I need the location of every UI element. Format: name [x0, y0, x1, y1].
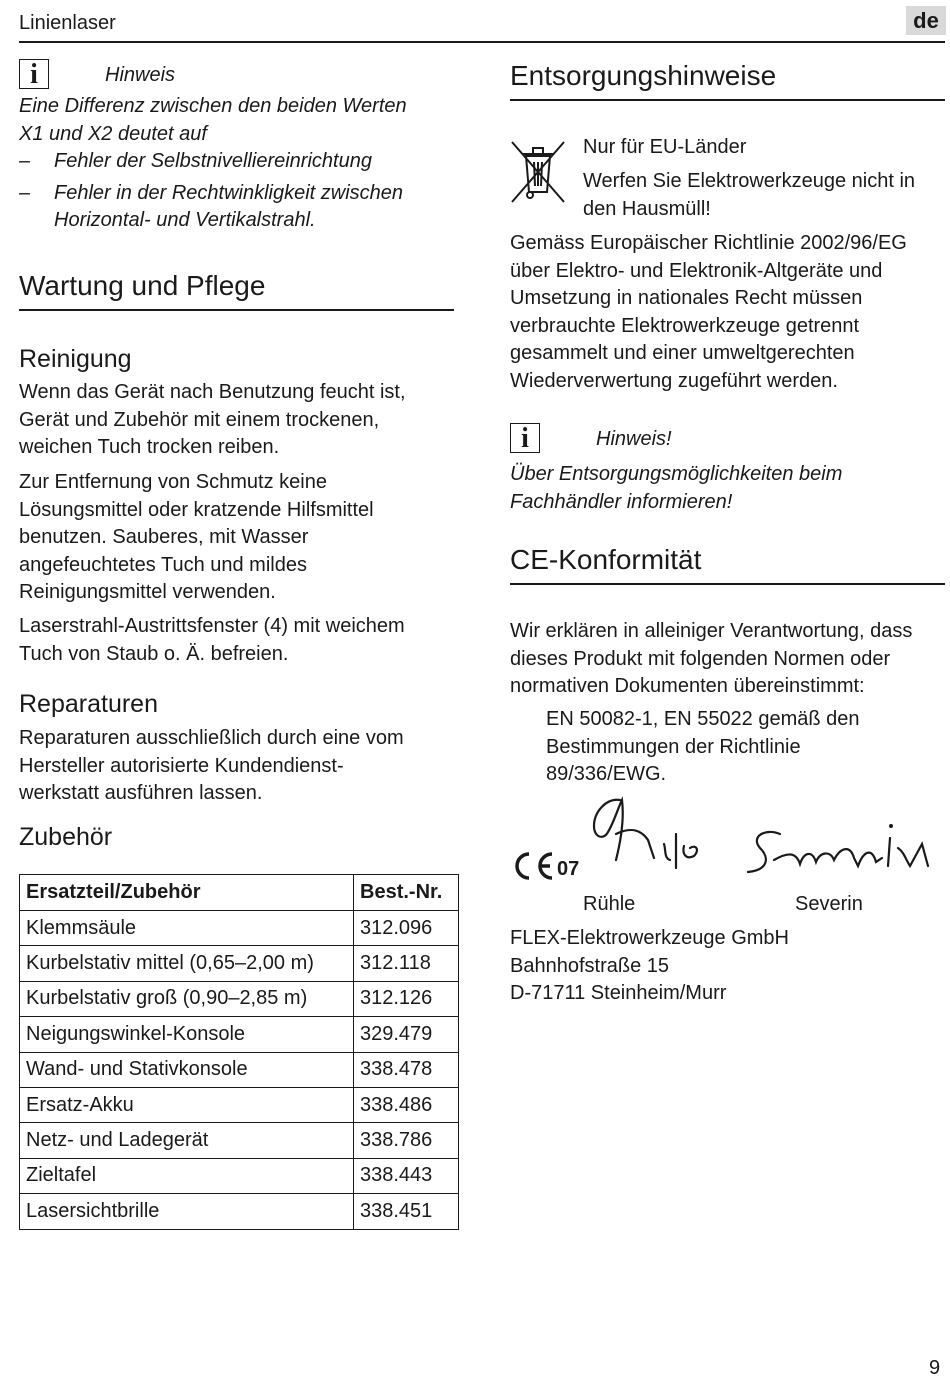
order-number: 338.478 — [354, 1052, 459, 1087]
note-list-item: – Fehler der Selbstnivelliereinrichtung — [19, 150, 372, 172]
note-label: Hinweis! — [596, 428, 672, 450]
part-name: Lasersichtbrille — [20, 1194, 354, 1229]
order-number: 329.479 — [354, 1017, 459, 1052]
note-intro-line: X1 und X2 deutet auf — [19, 122, 207, 145]
subsection-title-repairs: Reparaturen — [19, 690, 158, 718]
company-address: FLEX-Elektrowerkzeuge GmbH Bahnhofstraße 15 D-71711 Steinheim/Murr — [510, 927, 789, 1004]
table-row — [20, 1194, 459, 1229]
accessories-table — [19, 874, 459, 1230]
info-icon: i — [19, 59, 49, 89]
part-name: Wand- und Stativkonsole — [20, 1052, 354, 1087]
crossed-bin-icon — [510, 140, 566, 206]
section-title-disposal: Entsorgungshinweise — [510, 60, 777, 91]
part-name: Klemmsäule — [20, 911, 354, 946]
column-header: Best.-Nr. — [354, 875, 459, 911]
signature-ruehle — [578, 794, 718, 884]
signer-name-1: Rühle — [583, 893, 636, 915]
part-name: Ersatz-Akku — [20, 1087, 354, 1122]
ce-standards: EN 50082-1, EN 55022 gemäß den Bestimmungen der Richtlinie 89/336/EWG. — [546, 708, 860, 785]
order-number: 338.786 — [354, 1123, 459, 1158]
ce-paragraph: Wir erklären in alleiniger Verantwortung, dass dieses Produkt mit folgenden Normen oder normativen Dokumenten übereinstimmt: — [510, 620, 913, 697]
signer-name-2: Severin — [795, 893, 863, 915]
part-name: Kurbelstativ groß (0,90–2,85 m) — [20, 981, 354, 1016]
table-row — [20, 911, 459, 946]
section-rule — [510, 583, 945, 585]
disposal-warning: Werfen Sie Elektrowerkzeuge nicht in den Hausmüll! — [583, 170, 916, 220]
section-title-accessories: Zubehör — [19, 823, 113, 851]
ce-year: 07 — [557, 858, 580, 880]
order-number: 312.126 — [354, 981, 459, 1016]
table-header-row — [20, 875, 459, 911]
order-number: 312.118 — [354, 946, 459, 981]
table-row — [20, 1017, 459, 1052]
part-name: Netz- und Ladegerät — [20, 1123, 354, 1158]
disposal-note-text: Über Entsorgungsmöglichkeiten beim Fachhändler informieren! — [510, 463, 843, 513]
note-intro-line: Eine Differenz zwischen den beiden Werten — [19, 95, 407, 117]
page-number: 9 — [929, 1357, 941, 1379]
disposal-paragraph: Gemäss Europäischer Richtlinie 2002/96/EG über Elektro- und Elektronik-Altgeräte und Umsetzung in nationales Recht müssen verbrauchte Elektrowerkzeuge getrennt gesammelt und einer umweltgerechten Wiederverwertung zugeführt werden. — [510, 232, 907, 392]
cleaning-paragraph: Wenn das Gerät nach Benutzung feucht ist, Gerät und Zubehör mit einem trockenen, weichen Tuch trocken reiben. — [19, 381, 406, 458]
eu-only-text: Nur für EU-Länder — [583, 136, 747, 158]
table-row — [20, 1052, 459, 1087]
cleaning-paragraph: Zur Entfernung von Schmutz keine Lösungsmittel oder kratzende Hilfsmittel benutzen. Sauberes, mit Wasser angefeuchtetes Tuch und mildes Reinigungsmittel verwenden. — [19, 471, 374, 603]
language-badge: de — [906, 6, 946, 35]
header-rule — [19, 41, 945, 43]
table-row — [20, 1158, 459, 1193]
repairs-paragraph: Reparaturen ausschließlich durch eine vom Hersteller autorisierte Kundendienst- werkstatt ausführen lassen. — [19, 727, 404, 804]
table-row — [20, 981, 459, 1016]
cleaning-paragraph: Laserstrahl-Austrittsfenster (4) mit weichem Tuch von Staub o. Ä. befreien. — [19, 615, 405, 665]
signature-severin — [740, 808, 940, 888]
section-rule — [19, 309, 454, 311]
ce-mark-icon — [510, 850, 556, 882]
table-row — [20, 1123, 459, 1158]
order-number: 338.486 — [354, 1087, 459, 1122]
subsection-title-cleaning: Reinigung — [19, 345, 132, 373]
section-rule — [510, 99, 945, 101]
order-number: 338.443 — [354, 1158, 459, 1193]
order-number: 312.096 — [354, 911, 459, 946]
running-header: Linienlaser — [19, 12, 116, 34]
info-icon: i — [510, 423, 540, 453]
order-number: 338.451 — [354, 1194, 459, 1229]
table-row — [20, 946, 459, 981]
note-label: Hinweis — [105, 64, 176, 86]
section-title-ce: CE-Konformität — [510, 544, 702, 575]
part-name: Kurbelstativ mittel (0,65–2,00 m) — [20, 946, 354, 981]
part-name: Zieltafel — [20, 1158, 354, 1193]
part-name: Neigungswinkel-Konsole — [20, 1017, 354, 1052]
section-title-maintenance: Wartung und Pflege — [19, 270, 266, 301]
note-list-item: – Fehler in der Rechtwinkligkeit zwischen Horizontal- und Vertikalstrahl. — [19, 181, 404, 231]
table-row — [20, 1087, 459, 1122]
note-intro — [19, 93, 407, 235]
column-header: Ersatzteil/Zubehör — [20, 875, 354, 911]
